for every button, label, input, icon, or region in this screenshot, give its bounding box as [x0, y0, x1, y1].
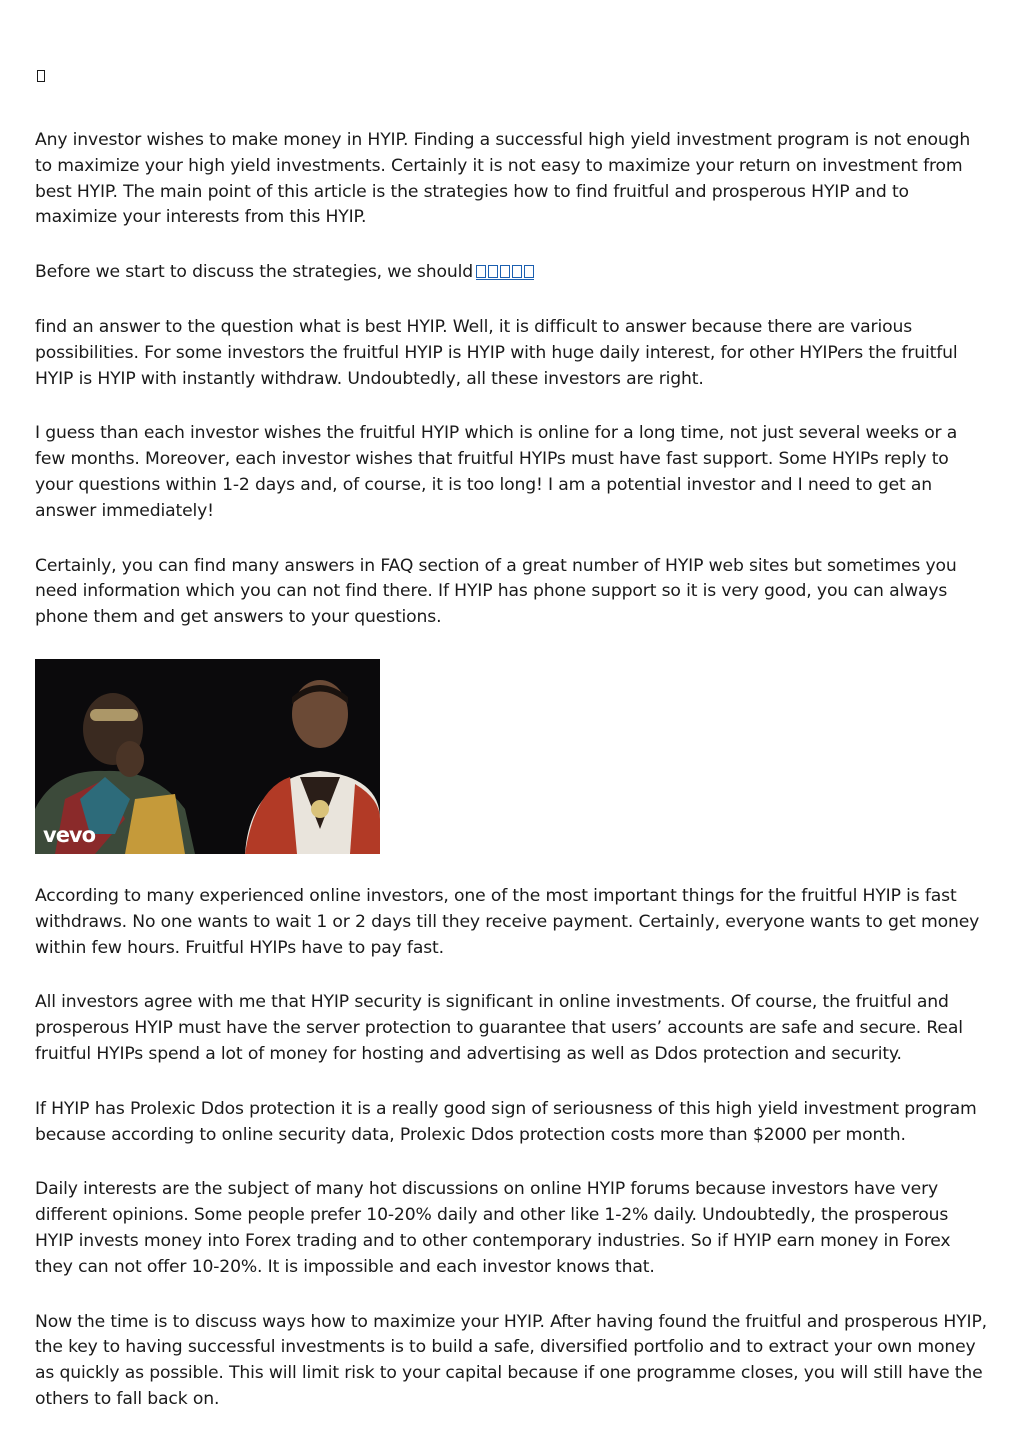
paragraph-security: All investors agree with me that HYIP security is significant in online investments. Of course, the fruitful and prosperous HYIP must have the server protection to guarantee that users’ accounts are safe and secure. Real fruitful HYIPs spend a lot of money for hosting and advertising as well as Ddos protection and security.	[35, 992, 963, 1064]
vevo-watermark: vevo	[43, 822, 96, 847]
placeholder-glyph-icon	[37, 70, 45, 82]
paragraph-faq: Certainly, you can find many answers in FAQ section of a great number of HYIP web sites but sometimes you need information which you can not find there. If HYIP has phone support so it is very good, you can always phone them and get answers to your questions.	[35, 555, 957, 628]
paragraph-maximize: Now the time is to discuss ways how to maximize your HYIP. After having found the fruitful and prosperous HYIP, the key to having successful investments is to build a safe, diversified portfolio and to extract your own money as quickly as possible. This will limit risk to your capital because if one programme closes, you will still have the others to fall back on.	[35, 1311, 987, 1409]
paragraph-intro: Any investor wishes to make money in HYIP. Finding a successful high yield investment program is not enough to maximize your high yield investments. Certainly it is not easy to maximize your return on investment from best HYIP. The main point of this article is the strategies how to find fruitful and prosperous HYIP and to maximize your interests from this HYIP.	[35, 130, 971, 228]
inline-link[interactable]	[476, 265, 534, 280]
paragraph-ddos: If HYIP has Prolexic Ddos protection it is a really good sign of seriousness of this high yield investment program because according to online security data, Prolexic Ddos protection costs more than $2000 per month.	[35, 1098, 977, 1145]
paragraph-daily-interests: Daily interests are the subject of many hot discussions on online HYIP forums because investors have very different opinions. Some people prefer 10-20% daily and other like 1-2% daily. Undoubtedly, the prosperous HYIP invests money into Forex trading and to other contemporary industries. So if HYIP earn money in Forex they can not offer 10-20%. It is impossible and each investor knows that.	[35, 1179, 951, 1277]
article	[35, 62, 990, 1413]
paragraph-best-hyip: find an answer to the question what is best HYIP. Well, it is difficult to answer because there are various possibilities. For some investors the fruitful HYIP is HYIP with huge daily interest, for other HYIPers the fruitful HYIP is HYIP with instantly withdraw. Undoubtedly, all these investors are right.	[35, 316, 958, 389]
paragraph-before-link	[35, 260, 990, 286]
video-thumbnail[interactable]	[35, 659, 380, 854]
paragraph-before-link-text: Before we start to discuss the strategies, we should	[35, 262, 473, 283]
paragraph-support: I guess than each investor wishes the fruitful HYIP which is online for a long time, not just several weeks or a few months. Moreover, each investor wishes that fruitful HYIPs must have fast support. Some HYIPs reply to your questions within 1-2 days and, of course, it is too long! I am a potential investor and I need to get an answer immediately!	[35, 423, 958, 521]
paragraph-withdraws: According to many experienced online investors, one of the most important things for the fruitful HYIP is fast withdraws. No one wants to wait 1 or 2 days till they receive payment. Certainly, everyone wants to get money within few hours. Fruitful HYIPs have to pay fast.	[35, 885, 980, 958]
